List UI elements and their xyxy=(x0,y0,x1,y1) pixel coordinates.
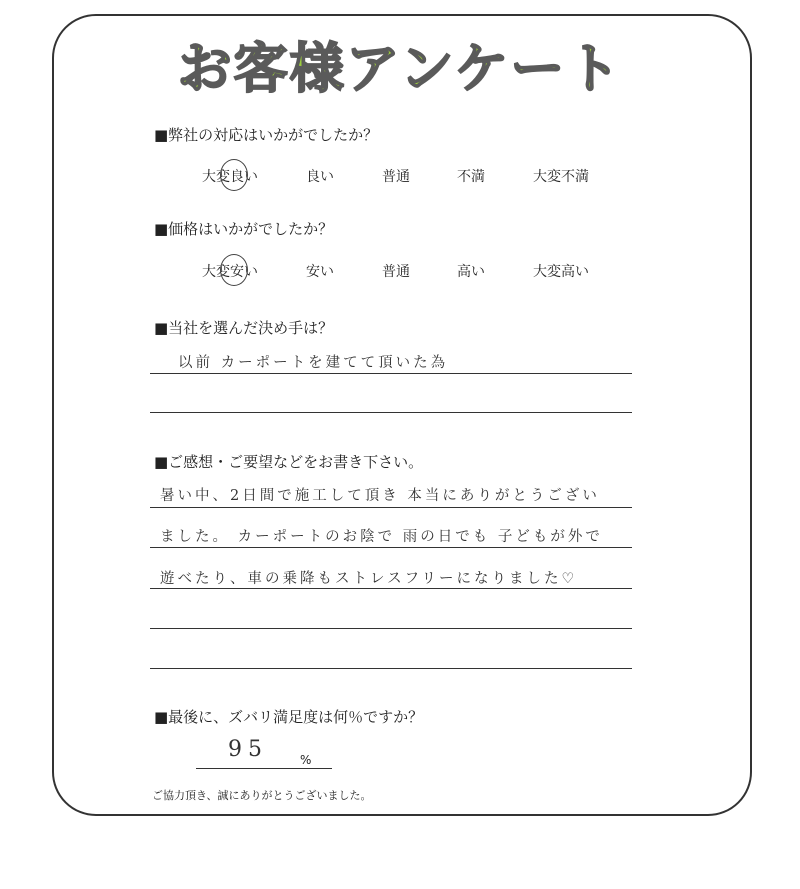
answer-line xyxy=(150,668,632,669)
options-service xyxy=(0,166,800,190)
option-service-very-dissatisfied[interactable]: 大変不満 xyxy=(533,169,589,185)
satisfaction-value[interactable]: 95 xyxy=(228,737,268,762)
option-service-normal[interactable]: 普通 xyxy=(382,169,410,185)
comment-line-2[interactable]: ました。 カーポートのお陰で 雨の日でも 子どもが外で xyxy=(160,529,603,545)
option-service-very-good[interactable]: 大変良い xyxy=(202,166,258,186)
option-price-expensive[interactable]: 高い xyxy=(457,264,485,280)
answer-line xyxy=(150,507,632,508)
option-price-very-expensive[interactable]: 大変高い xyxy=(533,264,589,280)
percent-unit: % xyxy=(300,753,312,767)
option-price-very-cheap[interactable]: 大変安い xyxy=(202,261,258,281)
satisfaction-line xyxy=(196,768,332,769)
answer-line xyxy=(150,588,632,589)
comment-line-3[interactable]: 遊べたり、車の乗降もストレスフリーになりました♡ xyxy=(160,571,578,587)
question-service: ■弊社の対応はいかがでしたか？ xyxy=(154,126,379,144)
answer-line xyxy=(150,628,632,629)
option-price-normal[interactable]: 普通 xyxy=(382,264,410,280)
answer-line xyxy=(150,412,632,413)
reason-answer[interactable]: 以前 カーポートを建てて頂いた為 xyxy=(178,355,449,371)
options-price xyxy=(0,261,800,285)
option-service-good[interactable]: 良い xyxy=(306,169,334,185)
comment-line-1[interactable]: 暑い中、2日間で施工して頂き 本当にありがとうござい xyxy=(160,488,600,504)
answer-line xyxy=(150,547,632,548)
option-price-cheap[interactable]: 安い xyxy=(306,264,334,280)
question-comments: ■ご感想・ご要望などをお書き下さい。 xyxy=(154,453,424,471)
question-reason: ■当社を選んだ決め手は？ xyxy=(154,319,334,337)
question-satisfaction: ■最後に、ズバリ満足度は何％ですか？ xyxy=(154,708,424,726)
option-service-dissatisfied[interactable]: 不満 xyxy=(457,169,485,185)
survey-title: お客様アンケート xyxy=(177,37,623,100)
thank-you-note: ご協力頂き、誠にありがとうございました。 xyxy=(152,789,372,802)
answer-line xyxy=(150,373,632,374)
question-price: ■価格はいかがでしたか？ xyxy=(154,220,334,238)
